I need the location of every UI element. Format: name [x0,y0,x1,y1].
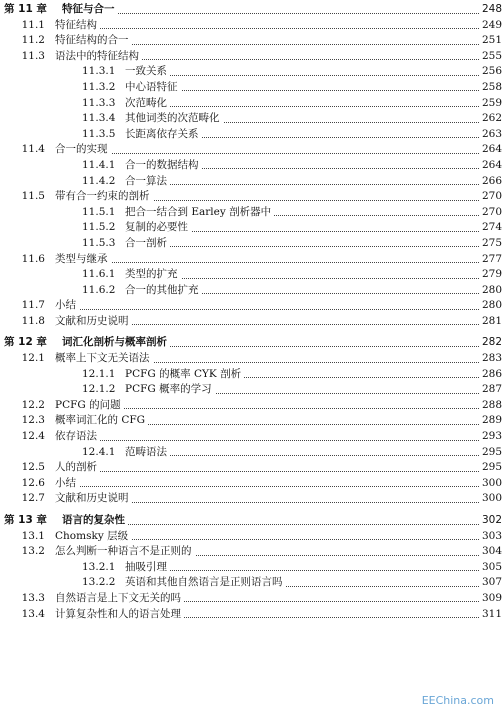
toc-entry-page: 305 [480,560,502,576]
toc-entry-page: 289 [480,413,502,429]
toc-entry-section [0,607,504,623]
toc-entry-page: 274 [480,220,502,236]
toc-entry-number: 11.1 [21,18,45,31]
toc-entry-title: 怎么判断一种语言不是正则的 [55,544,195,560]
toc-entry-number: 第 11 章 [4,3,47,15]
toc-entry-number: 13.1 [21,529,45,542]
toc-entry-title: 特征结构的合一 [55,33,132,49]
toc-entry-section [0,49,504,65]
toc-entry-page: 293 [480,429,502,445]
toc-entry-title: 概率词汇化的 CFG [55,413,148,429]
toc-entry-page: 287 [480,382,502,398]
toc-entry-chapter [0,335,504,351]
toc-entry-section [0,252,504,268]
toc-entry-section [0,298,504,314]
toc-entry-subsection: 11.3.5 长距离依存关系 263 [0,127,504,143]
toc-entry-page: 256 [480,64,502,80]
toc-entry-page: 302 [480,513,502,529]
toc-entry-title: PCFG 的概率 CYK 剖析 [125,367,244,383]
toc-entry-title: 合一的数据结构 [125,158,202,174]
dot-leader [125,246,479,247]
toc-entry-number: 12.4 [21,430,45,443]
toc-entry-section [0,460,504,476]
toc-entry-number: 12.6 [21,476,45,489]
dot-leader [125,455,479,456]
toc-entry-title: 次范畴化 [125,96,170,112]
toc-entry-section [0,189,504,205]
toc-entry-title: 合一剖析 [125,236,170,252]
toc-entry-page: 266 [480,174,502,190]
toc-entry-title: 特征与合一 [62,2,118,18]
toc-entry-subsection: 11.3.3 次范畴化 259 [0,96,504,112]
toc-entry-page: 264 [480,142,502,158]
toc-entry-section [0,476,504,492]
dot-leader [55,262,479,263]
toc-entry-page: 255 [480,49,502,65]
toc-entry-subsection: 13.2.1 抽吸引理 305 [0,560,504,576]
toc-entry-number: 12.1 [21,352,45,365]
toc-entry-section [0,591,504,607]
toc-entry-title: 类型的扩充 [125,267,181,283]
toc-entry-chapter [0,2,504,18]
dot-leader [125,75,479,76]
toc-entry-number: 12.3 [21,414,45,427]
toc-entry-page: 288 [480,398,502,414]
toc-entry-title: 语法中的特征结构 [55,49,142,65]
toc-entry-page: 280 [480,298,502,314]
dot-leader [125,570,479,571]
toc-entry-section [0,142,504,158]
watermark: EEChina.com [421,694,494,707]
toc-entry-section [0,429,504,445]
dot-leader [125,106,479,107]
toc-entry-page: 259 [480,96,502,112]
toc-entry-page: 295 [480,445,502,461]
dot-leader [55,28,479,29]
toc-entry-section [0,314,504,330]
toc-entry-title: 长距离依存关系 [125,127,202,143]
toc-entry-title: 类型与继承 [55,252,111,268]
toc-entry-page: 279 [480,267,502,283]
toc-entry-subsection: 11.3.2 中心语特征 258 [0,80,504,96]
toc-entry-title: 合一算法 [125,174,170,190]
toc-entry-title: 合一的其他扩充 [125,283,202,299]
toc-entry-page: 248 [480,2,502,18]
toc-entry-subsection: 11.6.2 合一的其他扩充 280 [0,283,504,299]
toc-entry-page: 283 [480,351,502,367]
toc-entry-subsection: 11.4.2 合一算法 266 [0,174,504,190]
toc-entry-number: 13.2 [21,545,45,558]
toc-entry-page: 286 [480,367,502,383]
toc-entry-subsection: 11.5.3 合一剖析 275 [0,236,504,252]
toc-entry-number: 12.2 [21,398,45,411]
toc-entry-page: 258 [480,80,502,96]
toc-entry-number: 11.5 [21,190,45,203]
toc-entry-page: 263 [480,127,502,143]
toc-entry-page: 275 [480,236,502,252]
toc-entry-page: 280 [480,283,502,299]
toc-entry-title: PCFG 概率的学习 [125,382,215,398]
toc-entry-title: 人的剖析 [55,460,100,476]
toc-entry-subsection: 11.5.2 复制的必要性 274 [0,220,504,236]
toc-entry-page: 300 [480,491,502,507]
toc-entry-title: 计算复杂性和人的语言处理 [55,607,184,623]
toc-entry-number: 12.7 [21,492,45,505]
toc-entry-title: 小结 [55,298,79,314]
toc-entry-section [0,544,504,560]
toc-entry-page: 270 [480,189,502,205]
dot-leader [62,13,479,14]
toc-entry-page: 282 [480,335,502,351]
toc-entry-subsection: 11.3.1 一致关系 256 [0,64,504,80]
toc-entry-page: 270 [480,205,502,221]
toc-entry-title: 语言的复杂性 [62,513,128,529]
toc-entry-number: 第 13 章 [4,514,47,526]
toc-entry-subsection: 11.3.4 其他词类的次范畴化 262 [0,111,504,127]
toc-entry-title: 英语和其他自然语言是正则语言吗 [125,575,286,591]
toc-entry-number: 12.5 [21,461,45,474]
toc-entry-section [0,398,504,414]
toc-entry-title: PCFG 的问题 [55,398,124,414]
toc-entry-title: 自然语言是上下文无关的吗 [55,591,184,607]
toc-entry-subsection: 11.5.1 把合一结合到 Earley 剖析器中 270 [0,205,504,221]
toc-entry-page: 295 [480,460,502,476]
toc-entry-title: 抽吸引理 [125,560,170,576]
toc-entry-page: 311 [480,607,502,623]
toc-entry-section [0,413,504,429]
toc-entry-subsection: 13.2.2 英语和其他自然语言是正则语言吗 307 [0,575,504,591]
toc-entry-title: 一致关系 [125,64,170,80]
toc-entry-title: 文献和历史说明 [55,314,132,330]
toc-entry-page: 277 [480,252,502,268]
toc-entry-title: 词汇化剖析与概率剖析 [62,335,170,351]
dot-leader [55,471,479,472]
toc-entry-page: 307 [480,575,502,591]
toc-entry-page: 251 [480,33,502,49]
toc-entry-page: 309 [480,591,502,607]
toc-entry-title: 把合一结合到 Earley 剖析器中 [125,205,274,221]
toc-entry-number: 11.6 [21,252,45,265]
toc-entry-title: 复制的必要性 [125,220,191,236]
toc-entry-title: 中心语特征 [125,80,181,96]
toc-entry-title: 小结 [55,476,79,492]
toc-entry-number: 11.2 [21,34,45,47]
toc-entry-section [0,529,504,545]
toc-entry-page: 304 [480,544,502,560]
toc-entry-section [0,351,504,367]
toc-entry-number: 11.4 [21,143,45,156]
toc-entry-number: 11.8 [21,314,45,327]
toc-entry-number: 第 12 章 [4,336,47,349]
toc-entry-page: 281 [480,314,502,330]
toc-entry-number: 13.4 [21,607,45,620]
toc-entry-page: 300 [480,476,502,492]
toc-entry-subsection: 12.1.1 PCFG 的概率 CYK 剖析 286 [0,367,504,383]
toc-entry-title: 带有合一约束的剖析 [55,189,153,205]
toc-entry-page: 303 [480,529,502,545]
dot-leader [55,153,479,154]
toc-entry-title: 特征结构 [55,18,100,34]
toc-entry-page: 264 [480,158,502,174]
toc-entry-title: 依存语法 [55,429,100,445]
toc-entry-title: 其他词类的次范畴化 [125,111,223,127]
toc-entry-page: 262 [480,111,502,127]
table-of-contents [0,2,504,622]
toc-entry-number: 11.3 [21,49,45,62]
toc-entry-number: 13.3 [21,591,45,604]
toc-entry-subsection: 12.1.2 PCFG 概率的学习 287 [0,382,504,398]
toc-entry-subsection: 11.4.1 合一的数据结构 264 [0,158,504,174]
toc-entry-title: 范畴语法 [125,445,170,461]
dot-leader [55,486,479,487]
toc-entry-section [0,33,504,49]
toc-entry-subsection: 11.6.1 类型的扩充 279 [0,267,504,283]
toc-entry-title: 概率上下文无关语法 [55,351,153,367]
toc-entry-page: 249 [480,18,502,34]
dot-leader [55,309,479,310]
toc-entry-section [0,18,504,34]
toc-entry-chapter [0,513,504,529]
toc-entry-title: 合一的实现 [55,142,111,158]
dot-leader [125,184,479,185]
toc-entry-section [0,491,504,507]
toc-entry-title: 文献和历史说明 [55,491,132,507]
dot-leader [55,440,479,441]
toc-entry-number: 11.7 [21,299,45,312]
toc-entry-title: Chomsky 层级 [55,529,131,545]
toc-entry-subsection: 12.4.1 范畴语法 295 [0,445,504,461]
